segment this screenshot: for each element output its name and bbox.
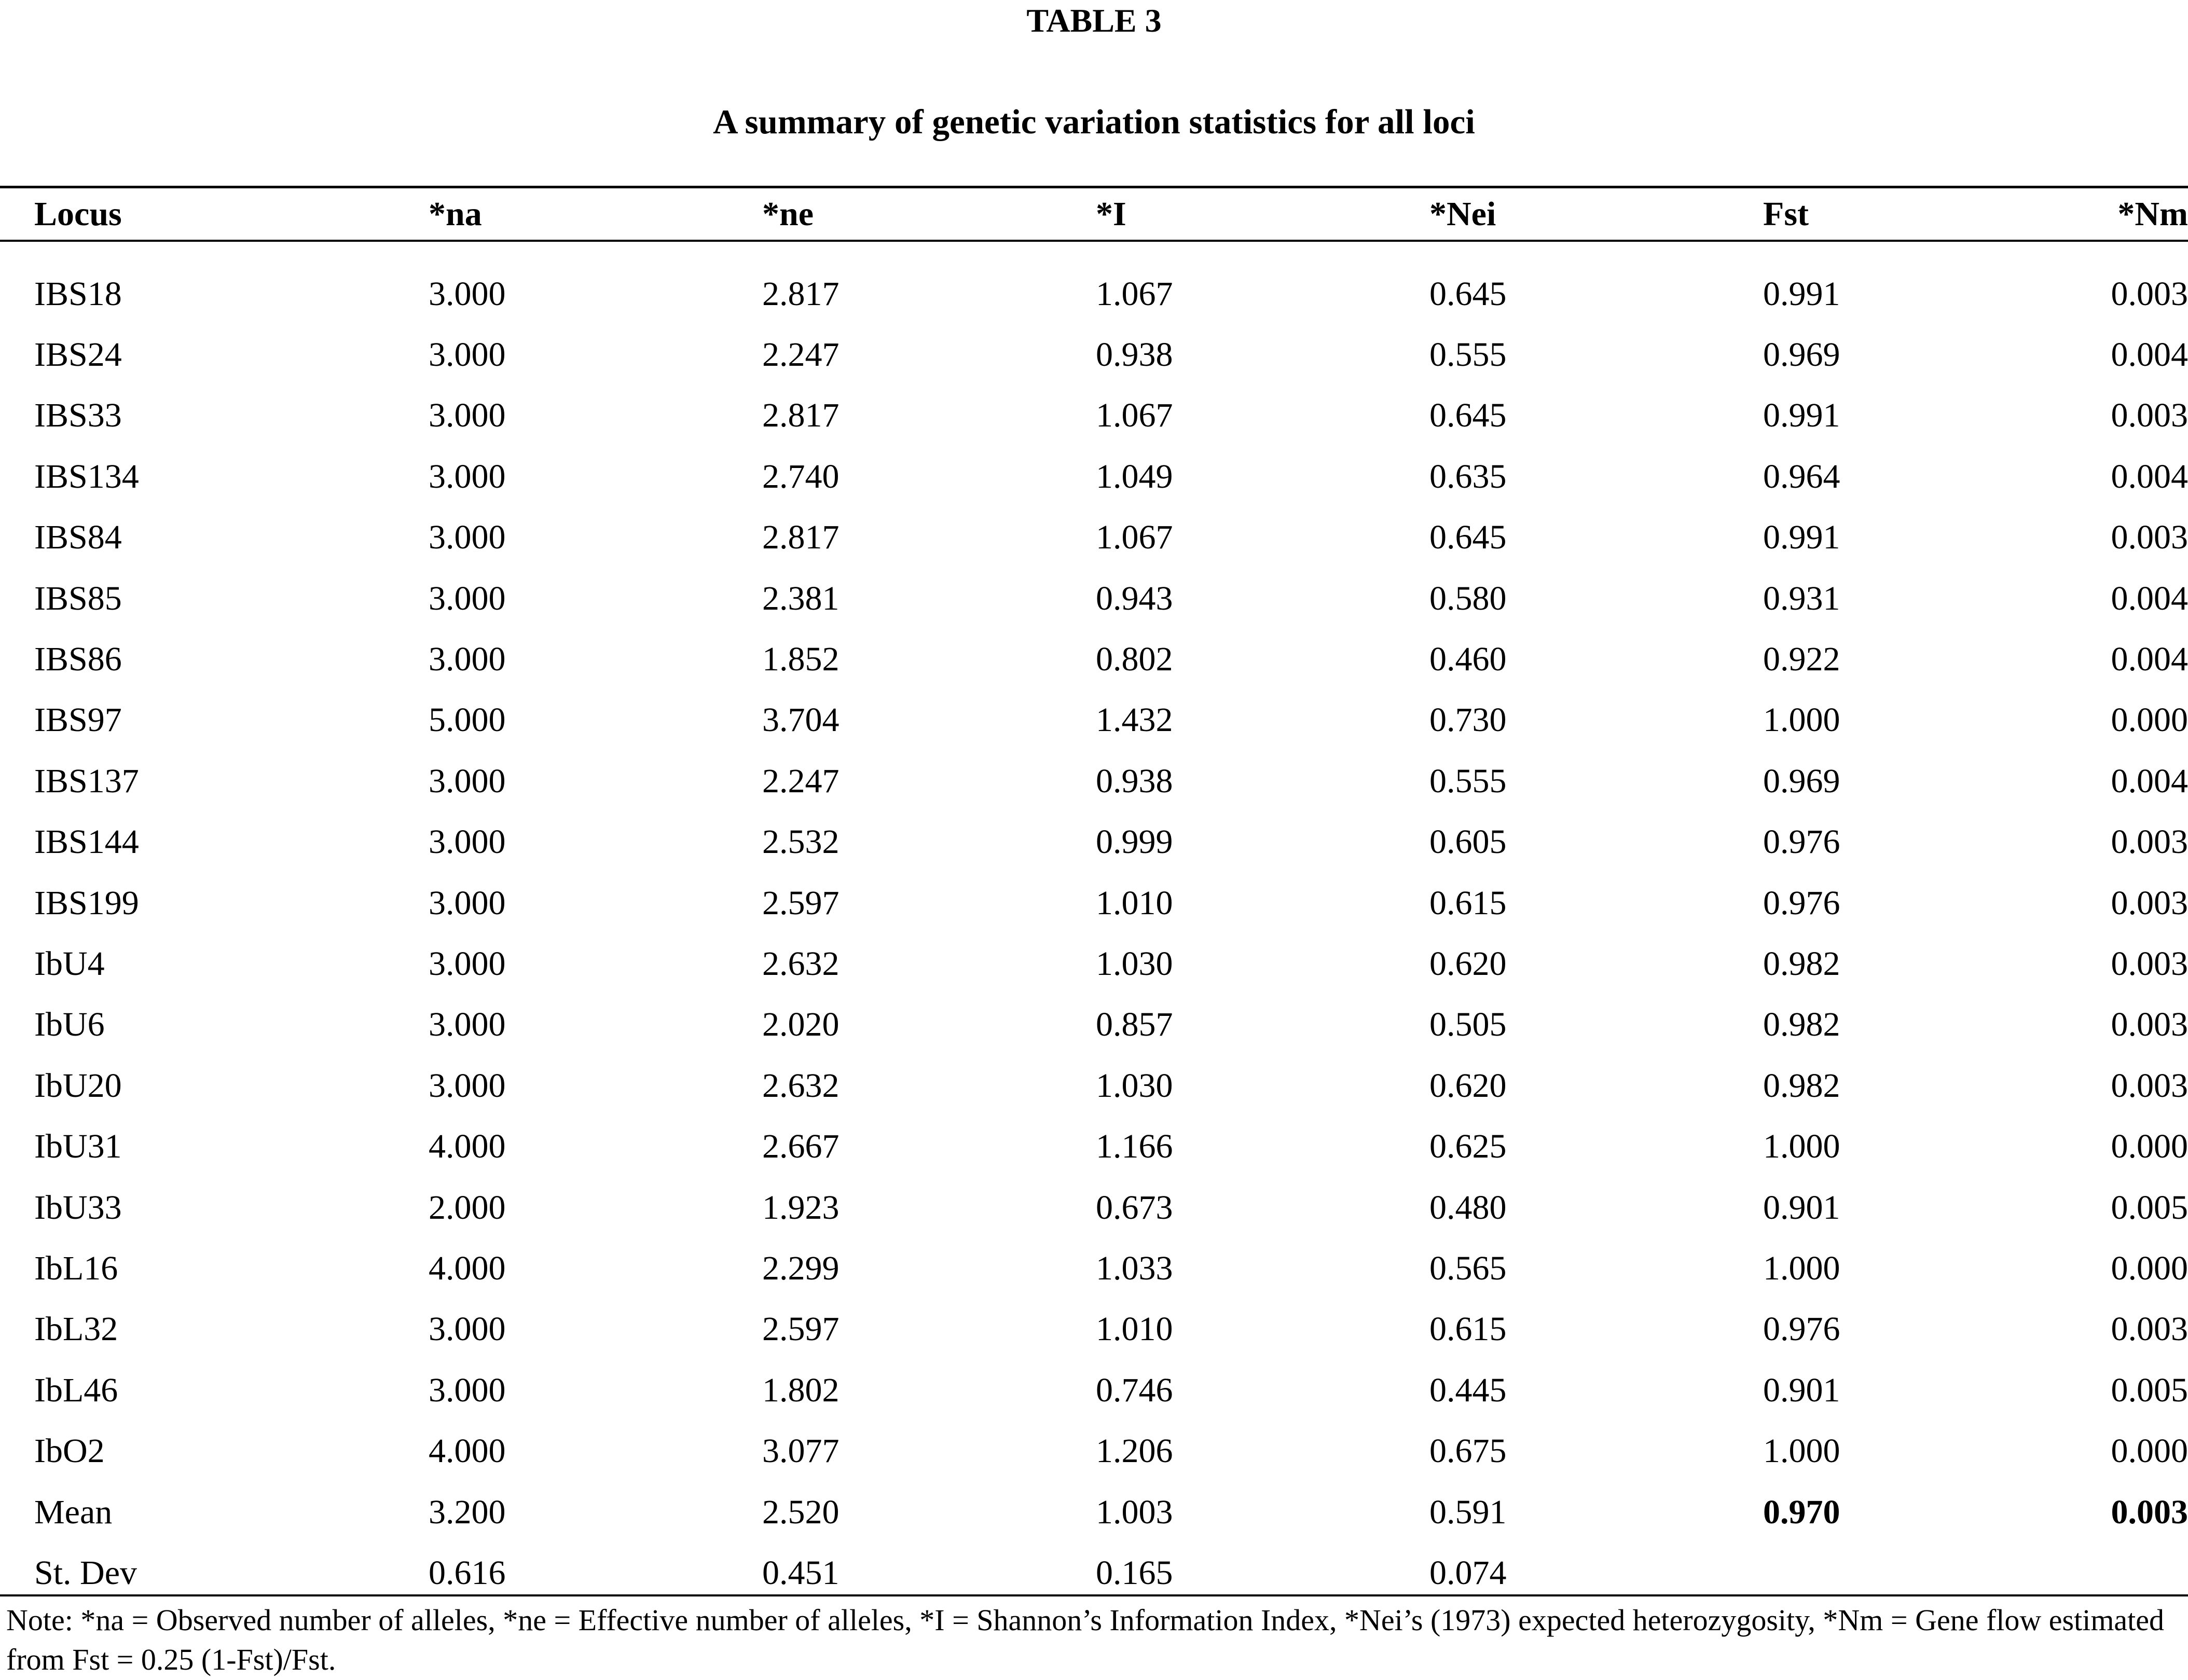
table-row <box>0 933 2188 994</box>
table-cell: 1.432 <box>1096 701 1173 739</box>
table-cell: St. Dev <box>34 1553 137 1592</box>
table-cell: 0.645 <box>1429 396 1507 435</box>
table-cell <box>2097 1543 2188 1603</box>
table-row <box>0 629 2188 690</box>
table-cell: 0.003 <box>2111 944 2188 983</box>
table-cell: 0.964 <box>1763 457 1840 495</box>
table-cell: 1.067 <box>1096 396 1173 435</box>
table-cell: 2.597 <box>762 1310 840 1348</box>
table-cell: 1.030 <box>1096 944 1173 983</box>
table-cell: 0.976 <box>1763 1310 1840 1348</box>
table-cell: 2.667 <box>762 1127 840 1166</box>
table-cell: 3.000 <box>429 1066 506 1105</box>
table-cell: 0.505 <box>1429 1006 1507 1044</box>
table-cell: 0.004 <box>2111 579 2188 617</box>
column-header: *ne <box>762 195 814 233</box>
table-cell: IBS33 <box>34 396 122 435</box>
table-cell: IbL32 <box>34 1310 118 1348</box>
table-cell: IBS134 <box>34 457 139 495</box>
table-cell: 3.200 <box>429 1493 506 1531</box>
table-cell: 2.381 <box>762 579 840 617</box>
table-cell: 0.003 <box>2111 823 2188 861</box>
table-cell: 2.520 <box>762 1493 840 1531</box>
table-cell: 0.003 <box>2111 1006 2188 1044</box>
table-cell: 3.000 <box>429 274 506 313</box>
table-cell: 0.901 <box>1763 1188 1840 1227</box>
table-cell: 0.165 <box>1096 1553 1173 1592</box>
table-cell: 0.938 <box>1096 336 1173 374</box>
table-cell: 0.460 <box>1429 640 1507 679</box>
mean-fst-cell: 0.970 <box>1763 1493 1840 1531</box>
table-header-row <box>0 188 2188 240</box>
table-row <box>0 1055 2188 1116</box>
table-cell: 2.817 <box>762 518 840 557</box>
table-cell: 0.938 <box>1096 762 1173 800</box>
table-cell: 0.969 <box>1763 762 1840 800</box>
table-cell: 0.480 <box>1429 1188 1507 1227</box>
table-cell: 0.003 <box>2111 518 2188 557</box>
table-cell: 0.605 <box>1429 823 1507 861</box>
table-cell: 0.991 <box>1763 396 1840 435</box>
table-cell: 2.632 <box>762 1066 840 1105</box>
table-cell: 2.740 <box>762 457 840 495</box>
table-cell: 0.901 <box>1763 1371 1840 1409</box>
table-cell: 0.580 <box>1429 579 1507 617</box>
column-header: *Nei <box>1429 195 1496 233</box>
table-cell: IBS86 <box>34 640 122 679</box>
table-body <box>0 240 2188 1604</box>
table-cell: 0.730 <box>1429 701 1507 739</box>
table-cell: IBS18 <box>34 274 122 313</box>
table-cell: 0.746 <box>1096 1371 1173 1409</box>
table-cell: 3.000 <box>429 396 506 435</box>
table-cell: 2.597 <box>762 884 840 922</box>
table-row <box>0 1299 2188 1360</box>
table-cell: 0.000 <box>2111 701 2188 739</box>
table-cell: 3.000 <box>429 944 506 983</box>
table-cell: 1.000 <box>1763 1249 1840 1287</box>
table-cell: 0.615 <box>1429 1310 1507 1348</box>
table-cell: 0.555 <box>1429 762 1507 800</box>
column-header: *na <box>429 195 482 233</box>
table-cell: 3.000 <box>429 1310 506 1348</box>
table-row <box>0 385 2188 446</box>
table-cell: IbU4 <box>34 944 105 983</box>
table-cell: 4.000 <box>429 1249 506 1287</box>
table-row <box>0 1116 2188 1177</box>
table-cell: 0.451 <box>762 1553 840 1592</box>
mean-row <box>0 1482 2188 1543</box>
table-cell: 0.004 <box>2111 762 2188 800</box>
table-cell: 3.000 <box>429 336 506 374</box>
table-row <box>0 690 2188 751</box>
table-cell: 3.000 <box>429 823 506 861</box>
table-cell: 3.000 <box>429 518 506 557</box>
table-cell: IBS97 <box>34 701 122 739</box>
table-cell: 1.000 <box>1763 1432 1840 1470</box>
table-cell: 0.003 <box>2111 396 2188 435</box>
table-cell: 2.020 <box>762 1006 840 1044</box>
column-header: Locus <box>34 195 122 233</box>
table-cell: 0.445 <box>1429 1371 1507 1409</box>
table-cell: 2.632 <box>762 944 840 983</box>
genetic-variation-table <box>0 188 2188 1604</box>
table-cell: 0.000 <box>2111 1127 2188 1166</box>
table-cell: 2.299 <box>762 1249 840 1287</box>
table-cell: IBS85 <box>34 579 122 617</box>
column-header: *I <box>1096 195 1126 233</box>
table-row <box>0 324 2188 385</box>
table-cell: 3.704 <box>762 701 840 739</box>
table-cell: 1.067 <box>1096 518 1173 557</box>
table-row <box>0 507 2188 568</box>
table-cell: IBS137 <box>34 762 139 800</box>
table-cell: 3.000 <box>429 1006 506 1044</box>
table-cell: 1.033 <box>1096 1249 1173 1287</box>
table-cell: 3.077 <box>762 1432 840 1470</box>
table-cell: 0.003 <box>2111 1310 2188 1348</box>
table-cell: 0.675 <box>1429 1432 1507 1470</box>
table-cell: 0.976 <box>1763 884 1840 922</box>
table-cell: 1.010 <box>1096 884 1173 922</box>
table-cell: 0.625 <box>1429 1127 1507 1166</box>
table-cell: 0.565 <box>1429 1249 1507 1287</box>
table-row <box>0 1238 2188 1299</box>
table-cell: 3.000 <box>429 640 506 679</box>
table-row <box>0 812 2188 873</box>
table-cell: 1.000 <box>1763 701 1840 739</box>
table-cell: 0.645 <box>1429 518 1507 557</box>
table-cell: 3.000 <box>429 1371 506 1409</box>
table-cell: 0.635 <box>1429 457 1507 495</box>
table-cell: 0.000 <box>2111 1432 2188 1470</box>
table-cell: 1.003 <box>1096 1493 1173 1531</box>
table-cell: IBS199 <box>34 884 139 922</box>
table-cell: 0.004 <box>2111 336 2188 374</box>
table-cell: 0.645 <box>1429 274 1507 313</box>
table-cell: 2.247 <box>762 336 840 374</box>
table-cell: IbU31 <box>34 1127 122 1166</box>
table-cell: 0.999 <box>1096 823 1173 861</box>
table-cell: 0.003 <box>2111 1066 2188 1105</box>
table-cell: 0.922 <box>1763 640 1840 679</box>
table-cell: 0.991 <box>1763 518 1840 557</box>
table-cell: IbL46 <box>34 1371 118 1409</box>
table-row <box>0 446 2188 507</box>
table-cell: 3.000 <box>429 884 506 922</box>
table-cell: 0.982 <box>1763 1006 1840 1044</box>
table-cell: 0.931 <box>1763 579 1840 617</box>
table-cell: 0.003 <box>2111 884 2188 922</box>
table-row <box>0 1360 2188 1421</box>
table-cell: 2.817 <box>762 274 840 313</box>
table-cell: 0.000 <box>2111 1249 2188 1287</box>
table-cell: 0.991 <box>1763 274 1840 313</box>
table-cell: 0.620 <box>1429 1066 1507 1105</box>
table-cell: 5.000 <box>429 701 506 739</box>
table-cell: 3.000 <box>429 579 506 617</box>
table-cell: 0.969 <box>1763 336 1840 374</box>
table-cell: IBS144 <box>34 823 139 861</box>
table-cell: 0.943 <box>1096 579 1173 617</box>
table-cell: 0.982 <box>1763 1066 1840 1105</box>
table-cell: 0.616 <box>429 1553 506 1592</box>
table-cell: 0.857 <box>1096 1006 1173 1044</box>
table-cell: 0.005 <box>2111 1371 2188 1409</box>
table-cell: 0.004 <box>2111 457 2188 495</box>
table-row <box>0 995 2188 1055</box>
table-cell: 1.206 <box>1096 1432 1173 1470</box>
table-row <box>0 751 2188 811</box>
table-cell: 3.000 <box>429 457 506 495</box>
table-label: TABLE 3 <box>1026 2 1162 39</box>
table-cell: IbU6 <box>34 1006 105 1044</box>
mean-nm-cell: 0.003 <box>2111 1493 2188 1531</box>
table-caption: A summary of genetic variation statistics for all loci <box>713 103 1475 141</box>
table-cell: 2.532 <box>762 823 840 861</box>
table-cell: 2.817 <box>762 396 840 435</box>
table-cell: IbL16 <box>34 1249 118 1287</box>
table-cell: IbO2 <box>34 1432 105 1470</box>
table-cell: 4.000 <box>429 1127 506 1166</box>
table-cell: Mean <box>34 1493 113 1531</box>
table-cell: IBS84 <box>34 518 122 557</box>
table-cell: 0.982 <box>1763 944 1840 983</box>
table-cell: 0.620 <box>1429 944 1507 983</box>
table-row <box>0 1177 2188 1238</box>
table-cell: 2.000 <box>429 1188 506 1227</box>
table-cell <box>1763 1543 2097 1603</box>
table-cell: 0.976 <box>1763 823 1840 861</box>
table-cell: 0.005 <box>2111 1188 2188 1227</box>
table-row <box>0 240 2188 324</box>
table-cell: 3.000 <box>429 762 506 800</box>
table-cell: 0.615 <box>1429 884 1507 922</box>
table-cell: 1.010 <box>1096 1310 1173 1348</box>
table-cell: 0.673 <box>1096 1188 1173 1227</box>
table-cell: 0.555 <box>1429 336 1507 374</box>
table-cell: 1.802 <box>762 1371 840 1409</box>
column-header: Fst <box>1763 195 1809 233</box>
table-cell: 0.004 <box>2111 640 2188 679</box>
table-cell: IBS24 <box>34 336 122 374</box>
column-header: *Nm <box>2117 195 2188 233</box>
table-cell: 1.067 <box>1096 274 1173 313</box>
table-row <box>0 873 2188 933</box>
table-cell: 0.074 <box>1429 1553 1507 1592</box>
table-cell: IbU33 <box>34 1188 122 1227</box>
table-row <box>0 568 2188 629</box>
table-cell: 0.591 <box>1429 1493 1507 1531</box>
stdev-row <box>0 1543 2188 1603</box>
table-note: Note: *na = Observed number of alleles, *ne = Effective number of alleles, *I = Shannon’s Information Index, *Nei’s (1973) expected heterozygosity, *Nm = Gene flow estimated from Fst = 0.25 (1-Fst)/Fst. <box>6 1603 2165 1676</box>
table-cell: 1.166 <box>1096 1127 1173 1166</box>
table-cell: 0.802 <box>1096 640 1173 679</box>
table-cell: 1.923 <box>762 1188 840 1227</box>
table-cell: 4.000 <box>429 1432 506 1470</box>
table-cell: 0.003 <box>2111 274 2188 313</box>
table-cell: 1.852 <box>762 640 840 679</box>
table-cell: 1.049 <box>1096 457 1173 495</box>
table-row <box>0 1421 2188 1481</box>
table-cell: 1.030 <box>1096 1066 1173 1105</box>
table-cell: IbU20 <box>34 1066 122 1105</box>
table-cell: 1.000 <box>1763 1127 1840 1166</box>
table-cell: 2.247 <box>762 762 840 800</box>
